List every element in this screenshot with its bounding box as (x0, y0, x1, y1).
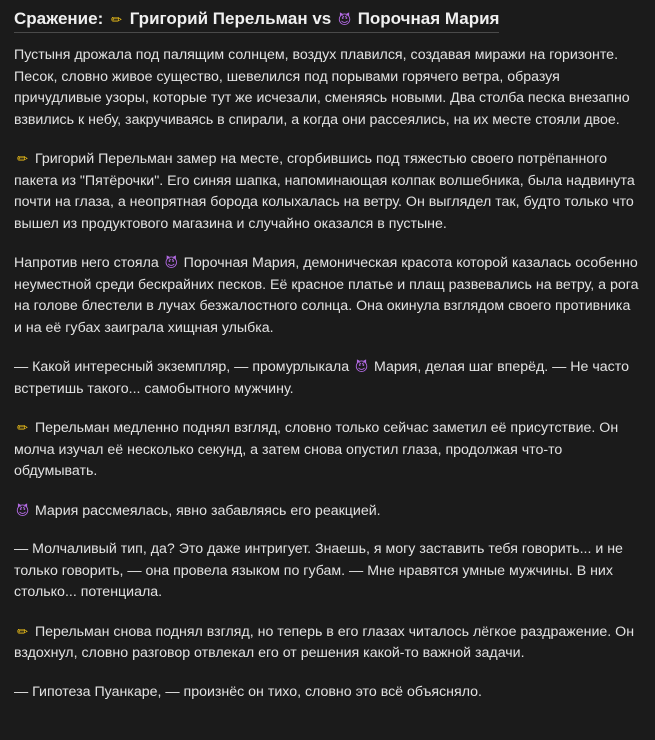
title-prefix: Сражение: (14, 9, 108, 28)
paragraph-text: — Какой интересный экземпляр, — промурлыкала (14, 359, 354, 375)
paragraph-text: — Гипотеза Пуанкаре, — произнёс он тихо, словно это всё объясняло. (14, 683, 482, 700)
paragraph-text: Мария, делая шаг вперёд. — Не часто встретишь такого... самобытного мужчину. (14, 359, 629, 397)
paragraph-7 (14, 539, 641, 604)
paragraph-text: Пустыня дрожала под палящим солнцем, воздух плавился, создавая миражи на горизонте. Песок, словно живое существо, шевелился под порывами горячего ветра, образуя причудливые узоры, которые тут же исчезали, сменяясь новыми. Два столба песка внезапно взвились к небу, закручиваясь в спирали, а когда они рассеялись, на их месте стояли двое. (14, 47, 630, 128)
paragraph-text: Перельман снова поднял взгляд, но теперь в его глазах читалось лёгкое раздражение. Он вздохнул, словно разговор отвлекал его от решения какой-то важной задачи. (14, 623, 635, 661)
paragraph-3 (14, 252, 641, 339)
title-name2: Порочная Мария (352, 9, 500, 28)
paragraph-text: Порочная Мария, демоническая красота которой казалась особенно неуместной среди бескрайних песков. Её красное платье и плащ развевались на ветру, а рога на голове блестели в лучах безжалостного солнца. Она окинула взглядом своего противника и на её губах заиграла хищная улыбка. (14, 255, 639, 336)
devil-icon: 😈 (164, 255, 179, 270)
paragraph-text: Мария рассмеялась, явно забавляясь его реакцией. (31, 502, 381, 519)
devil-icon: 😈 (337, 12, 352, 27)
paragraph-text: Напротив него стояла (14, 255, 163, 271)
pencil-icon: ✏ (17, 623, 28, 639)
paragraph-6 (14, 500, 641, 523)
story-title (14, 9, 499, 33)
paragraph-text: Григорий Перельман замер на месте, сгорбившись под тяжестью своего потрёпанного пакета из "Пятёрочки". Его синяя шапка, напоминающая колпак волшебника, была надвинута почти на глаза, а неопрятная борода колыхалась на ветру. Он выглядел так, будто только что вышел из продуктового магазина и случайно оказался в пустыне. (14, 151, 635, 232)
title-name1: Григорий Перельман vs (124, 9, 336, 28)
paragraph-9 (14, 682, 641, 704)
pencil-icon: ✏ (111, 12, 122, 27)
paragraph-1 (14, 45, 641, 131)
paragraph-8 (14, 621, 641, 665)
devil-icon: 😈 (15, 502, 30, 518)
pencil-icon: ✏ (17, 420, 28, 435)
pencil-icon: ✏ (17, 151, 28, 166)
paragraph-2 (14, 148, 641, 235)
paragraph-5 (14, 417, 641, 483)
paragraph-text: Перельман медленно поднял взгляд, словно только сейчас заметил её присутствие. Он молча изучал её несколько секунд, а затем снова опустил глаза, продолжая что-то обдумывать. (14, 420, 619, 479)
paragraph-text: — Молчаливый тип, да? Это даже интригует. Знаешь, я могу заставить тебя говорить... и не только говорить, — она провела языком по губам. — Мне нравятся умные мужчины. В них столько... потенциала. (14, 541, 623, 600)
devil-icon: 😈 (354, 359, 369, 374)
paragraph-4 (14, 356, 641, 400)
